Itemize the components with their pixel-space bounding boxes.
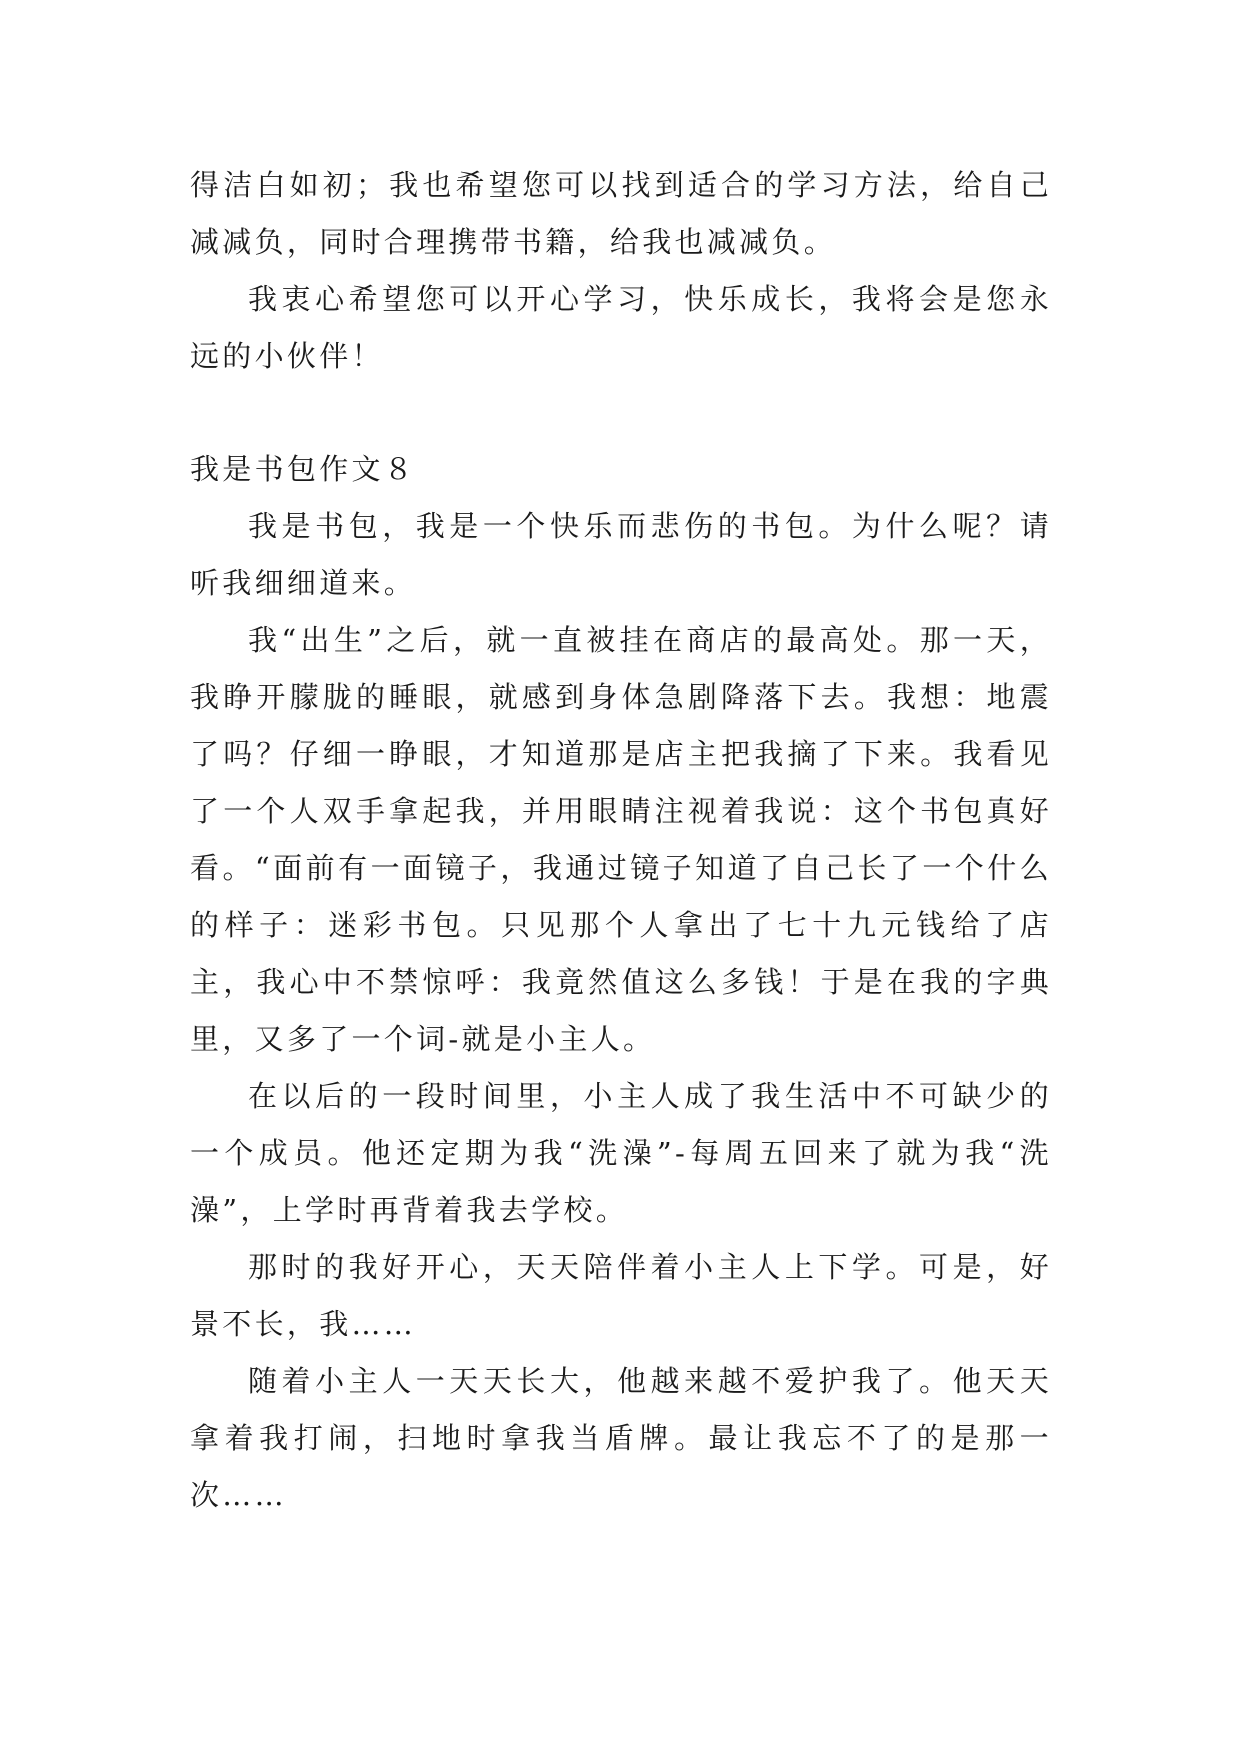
paragraph: 我是书包，我是一个快乐而悲伤的书包。为什么呢？请听我细细道来。 (190, 509, 1052, 600)
paragraph: 我衷心希望您可以开心学习，快乐成长，我将会是您永远的小伙伴！ (190, 282, 1052, 373)
paragraph-continuation: 得洁白如初；我也希望您可以找到适合的学习方法，给自己减减负，同时合理携带书籍，给我也减减负。 (190, 168, 1052, 259)
paragraph: 我“出生”之后，就一直被挂在商店的最高处。那一天，我睁开朦胧的睡眼，就感到身体急剧降落下去。我想：地震了吗？仔细一睁眼，才知道那是店主把我摘了下来。我看见了一个人双手拿起我，并用眼睛注视着我说：这个书包真好看。“面前有一面镜子，我通过镜子知道了自己长了一个什么的样子：迷彩书包。只见那个人拿出了七十九元钱给了店主，我心中不禁惊呼：我竟然值这么多钱！于是在我的字典里，又多了一个词-就是小主人。 (190, 623, 1052, 1056)
section-spacer (190, 385, 1052, 441)
document-body (190, 157, 1052, 1524)
paragraph: 在以后的一段时间里，小主人成了我生活中不可缺少的一个成员。他还定期为我“洗澡”-每周五回来了就为我“洗澡”，上学时再背着我去学校。 (190, 1079, 1052, 1227)
paragraph: 那时的我好开心，天天陪伴着小主人上下学。可是，好景不长，我…… (190, 1250, 1052, 1341)
paragraph: 随着小主人一天天长大，他越来越不爱护我了。他天天拿着我打闹，扫地时拿我当盾牌。最让我忘不了的是那一次…… (190, 1364, 1052, 1512)
section-title: 我是书包作文８ (190, 452, 417, 486)
